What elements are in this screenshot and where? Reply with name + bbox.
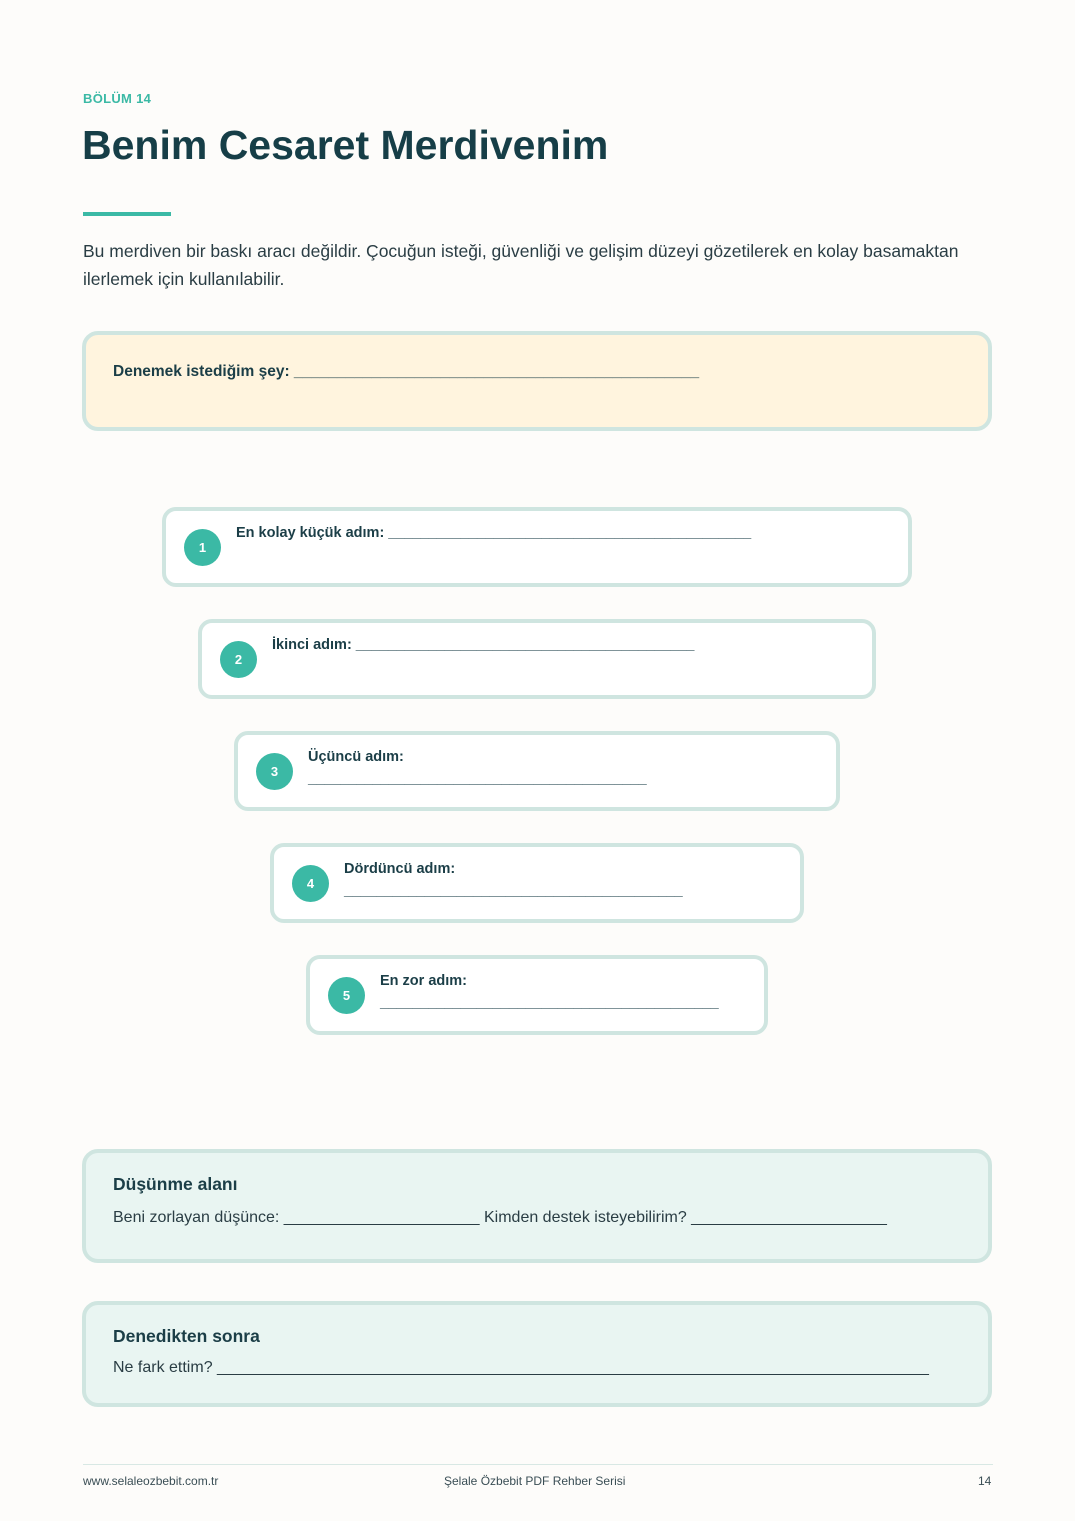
footer-series: Şelale Özbebit PDF Rehber Serisi [444, 1474, 626, 1488]
step-number-badge: 2 [220, 641, 257, 678]
page-number: 14 [978, 1474, 992, 1488]
step-number-badge: 3 [256, 753, 293, 790]
after-trying-field[interactable]: Ne fark ettim? ________________________________________________________________________________ [113, 1359, 929, 1376]
step-label[interactable]: En kolay küçük adım: _____________________________________________ [236, 525, 752, 541]
step-label: Dördüncü adım: [344, 861, 456, 877]
reflection-fields[interactable]: Beni zorlayan düşünce: ______________________ Kimden destek isteyebilirim? ______________________ [113, 1209, 887, 1226]
step-number-badge: 4 [292, 865, 329, 902]
reflection-heading: Düşünme alanı [113, 1174, 238, 1194]
step-label: Üçüncü adım: [308, 749, 404, 765]
step-label[interactable]: İkinci adım: __________________________________________ [272, 637, 695, 653]
after-trying-box [82, 1301, 992, 1407]
footer-website: www.selaleozbebit.com.tr [83, 1474, 219, 1488]
step-answer-line[interactable]: __________________________________________ [344, 883, 683, 899]
step-number-badge: 1 [184, 529, 221, 566]
page-title: Benim Cesaret Merdivenim [82, 122, 609, 168]
after-trying-heading: Denedikten sonra [113, 1326, 260, 1346]
step-answer-line[interactable]: __________________________________________ [380, 995, 719, 1011]
ladder-step-4 [270, 843, 804, 923]
ladder-step-3 [234, 731, 840, 811]
ladder-step-2 [198, 619, 876, 699]
title-accent-bar [83, 212, 171, 216]
goal-box [82, 331, 992, 431]
step-number-badge: 5 [328, 977, 365, 1014]
footer-divider [83, 1464, 993, 1465]
step-label: En zor adım: [380, 973, 468, 989]
reflection-box [82, 1149, 992, 1263]
intro-paragraph: Bu merdiven bir baskı aracı değildir. Çocuğun isteği, güvenliği ve gelişim düzeyi gözetilerek en kolay basamaktan ilerlemek için kullanılabilir. [83, 241, 959, 289]
ladder-step-1 [162, 507, 912, 587]
goal-field[interactable]: Denemek istediğim şey: _______________________________________________ [113, 363, 700, 380]
step-answer-line[interactable]: __________________________________________ [308, 771, 647, 787]
ladder-step-5 [306, 955, 768, 1035]
chapter-label: BÖLÜM 14 [83, 91, 152, 106]
